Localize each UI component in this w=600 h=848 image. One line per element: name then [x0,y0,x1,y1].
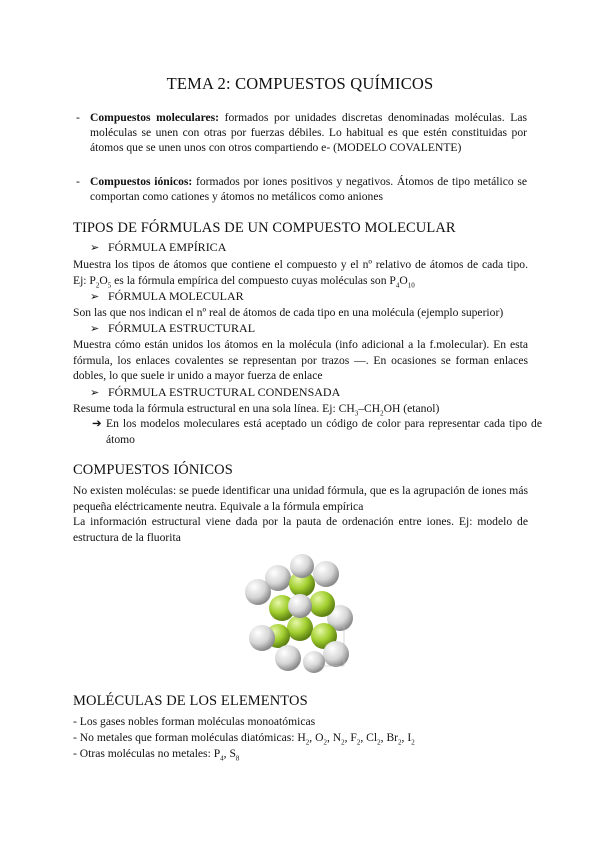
subheading-condensada: ➢ FÓRMULA ESTRUCTURAL CONDENSADA [90,385,341,399]
bullet-text: formados por unidades discretas denominadas moléculas. Las moléculas se unen con otras por fuerzas débiles. Lo habitual es que estén constituidas por átomos que se unen unos con otros compartiendo e- (MODELO COVALENTE) [90,111,527,155]
fluoride-ion [245,579,271,605]
fluoride-ion [323,641,349,667]
paragraph-condensada: Resume toda la fórmula estructural en una sola línea. Ej: $CH_3-CH_2OH$ (etanol) [73,402,440,418]
triangle-arrow-icon: ➢ [90,291,100,303]
bullet-dash: - [76,111,80,124]
subheading-estructural: ➢ FÓRMULA ESTRUCTURAL [90,321,256,335]
bullet-moleculares [76,110,527,156]
fluoride-ion [313,561,339,587]
line-gases-nobles: - Los gases nobles forman moléculas monoatómicas [73,715,316,728]
heading-moleculas-elementos: MOLÉCULAS DE LOS ELEMENTOS [73,693,308,709]
fluoride-ion [290,554,314,578]
bullet-text: formados por iones positivos y negativos. Átomos de tipo metálico se comportan como cationes y átomos no metálicos como aniones [90,175,528,204]
triangle-arrow-icon: ➢ [90,387,100,399]
paragraph-ionicos-1: No existen moléculas: se puede identificar una unidad fórmula, que es la agrupación de iones más pequeña eléctricamente neutra. Equivale a la fórmula empírica [73,484,528,513]
heading-compuestos-ionicos: COMPUESTOS IÓNICOS [73,462,233,478]
fluoride-ion [288,594,312,618]
bullet-term: Compuestos moleculares: [90,111,220,124]
paragraph-estructural: Muestra cómo están unidos los átomos en la molécula (info adicional a la f.molecular). En esta fórmula, los enlaces covalentes se representan por trazos —. En ocasiones se forman enlaces dobles, lo que suele ir unido a mayor fuerza de enlace [73,338,528,383]
fluoride-ion [275,645,301,671]
bullet-term: Compuestos iónicos: [90,175,193,188]
page-title: TEMA 2: COMPUESTOS QUÍMICOS [166,74,434,93]
fluoride-ion [303,651,325,673]
triangle-arrow-icon: ➢ [90,323,100,335]
arrow-right-icon: ➔ [92,417,102,430]
triangle-arrow-icon: ➢ [90,242,100,254]
note-color-code: ➔ En los modelos moleculares está aceptado un código de color para representar cada tipo de átomo [92,417,542,446]
bullet-dash: - [76,175,80,188]
line-diatomicas: - No metales que forman moléculas diatómicas: $H_2$, $O_2$, $N_2$, $F_2$, $Cl_2$, $Br_2$, $I_2$ [73,731,415,747]
subheading-empirica: ➢ FÓRMULA EMPÍRICA [90,240,227,254]
paragraph-empirica: Muestra los tipos de átomos que contiene el compuesto y el nº relativo de átomos de cada tipo. Ej: $P_2O_5$ es la fórmula empírica del compuesto cuyas moléculas son $P_4O_{10}$ [73,258,528,289]
fluoride-ion [249,625,275,651]
fluorite-crystal-model [240,546,360,676]
subheading-molecular: ➢ FÓRMULA MOLECULAR [90,289,244,303]
line-otras-moleculas: - Otras moléculas no metales: $P_4$, $S_8$ [73,747,240,763]
calcium-ion [309,591,335,617]
calcium-ion [287,615,313,641]
bullet-ionicos [76,174,528,204]
heading-tipos-formulas: TIPOS DE FÓRMULAS DE UN COMPUESTO MOLECULAR [73,220,456,236]
paragraph-molecular: Son las que nos indican el nº real de átomos de cada tipo en una molécula (ejemplo superior) [73,306,504,319]
paragraph-ionicos-2: La información estructural viene dada por la pauta de ordenación entre iones. Ej: modelo de estructura de la fluorita [73,515,528,544]
